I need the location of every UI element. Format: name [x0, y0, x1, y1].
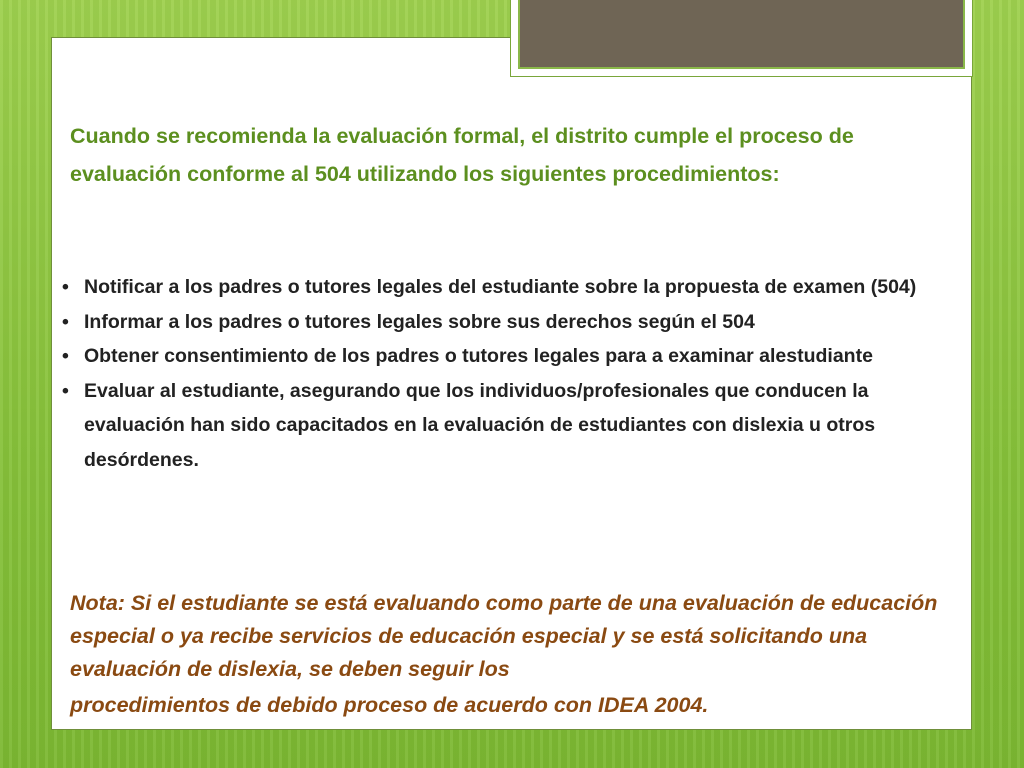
- title-placeholder-frame: [510, 0, 973, 77]
- bullet-icon: •: [62, 276, 69, 298]
- list-item: [62, 270, 952, 305]
- bullet-list: [62, 270, 952, 477]
- list-item: [62, 339, 952, 374]
- note-text: Nota: Si el estudiante se está evaluando como parte de una evaluación de educación especial o ya recibe servicios de educación especial y se está solicitando una evaluación de dislexia, se deben seguir los: [70, 591, 938, 681]
- bullet-icon: •: [62, 345, 69, 367]
- bullet-icon: •: [62, 379, 69, 402]
- bullet-icon: •: [62, 310, 69, 333]
- intro-paragraph: Cuando se recomienda la evaluación formal, el distrito cumple el proceso de evaluación conforme al 504 utilizando los siguientes procedimientos:: [70, 124, 854, 186]
- bullet-text: Evaluar al estudiante, asegurando que los individuos/profesionales que conducen la evaluación han sido capacitados en la evaluación de estudiantes con dislexia u otros desórdenes.: [84, 379, 876, 471]
- list-item: [62, 305, 952, 340]
- bullet-text: Notificar a los padres o tutores legales del estudiante sobre la propuesta de examen (504): [84, 276, 917, 298]
- title-placeholder-bar: [518, 0, 965, 69]
- bullet-text: Informar a los padres o tutores legales sobre sus derechos según el 504: [84, 310, 755, 333]
- bullet-text: Obtener consentimiento de los padres o tutores legales para a examinar alestudiante: [84, 345, 873, 367]
- note-text-last-line: procedimientos de debido proceso de acuerdo con IDEA 2004.: [70, 693, 709, 717]
- note-paragraph: [70, 587, 965, 722]
- list-item: [62, 374, 952, 478]
